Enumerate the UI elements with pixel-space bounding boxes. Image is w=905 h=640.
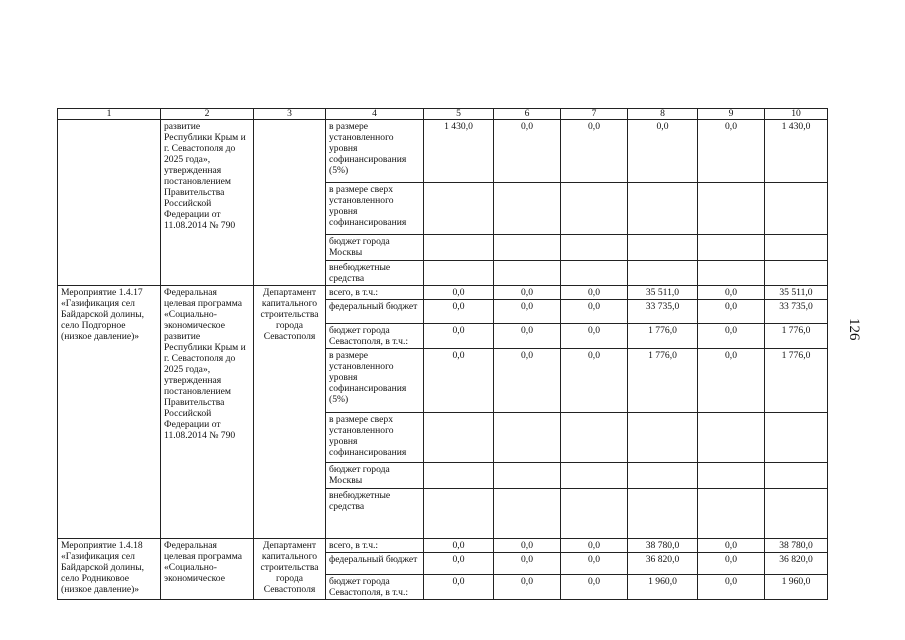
value-cell <box>561 463 628 489</box>
value-cell <box>424 463 494 489</box>
column-number-row <box>58 109 828 120</box>
measure-name-cell: Мероприятие 1.4.18 «Газификация сел Байдарской долины, село Родниковое (низкое давление)» <box>58 539 161 600</box>
value-cell <box>765 235 828 261</box>
value-cell: 38 780,0 <box>765 539 828 553</box>
col-header: 9 <box>698 109 765 120</box>
value-cell: 0,0 <box>561 575 628 600</box>
value-cell: 0,0 <box>494 539 561 553</box>
value-cell <box>765 261 828 286</box>
value-cell <box>765 413 828 463</box>
col-header: 2 <box>161 109 254 120</box>
value-cell <box>561 183 628 235</box>
value-cell: 0,0 <box>698 324 765 349</box>
value-cell <box>561 261 628 286</box>
table-row <box>58 120 828 183</box>
value-cell: 0,0 <box>698 575 765 600</box>
table-row <box>58 286 828 300</box>
value-cell: 1 776,0 <box>765 349 828 413</box>
executor-cell <box>254 120 326 286</box>
col-header: 6 <box>494 109 561 120</box>
value-cell <box>561 489 628 539</box>
program-cell: развитие Республики Крым и г. Севастополя до 2025 года», утвержденная постановлением Правительства Российской Федерации от 11.08.2014 № 790 <box>161 120 254 286</box>
value-cell: 0,0 <box>561 349 628 413</box>
col-header: 1 <box>58 109 161 120</box>
value-cell: 33 735,0 <box>628 300 698 324</box>
source-label: в размере сверх установленного уровня софинансирования <box>326 413 424 463</box>
value-cell: 1 430,0 <box>424 120 494 183</box>
value-cell <box>628 489 698 539</box>
value-cell <box>561 235 628 261</box>
measure-name-cell: Мероприятие 1.4.17 «Газификация сел Байдарской долины, село Подгорное (низкое давление)» <box>58 286 161 539</box>
value-cell: 1 430,0 <box>765 120 828 183</box>
value-cell: 0,0 <box>494 324 561 349</box>
source-label: внебюджетные средства <box>326 489 424 539</box>
value-cell <box>765 463 828 489</box>
value-cell <box>424 183 494 235</box>
value-cell <box>424 261 494 286</box>
value-cell <box>494 489 561 539</box>
value-cell: 0,0 <box>561 120 628 183</box>
value-cell: 0,0 <box>494 575 561 600</box>
value-cell <box>494 463 561 489</box>
source-label: всего, в т.ч.: <box>326 286 424 300</box>
value-cell: 0,0 <box>698 286 765 300</box>
value-cell: 0,0 <box>561 300 628 324</box>
value-cell: 1 960,0 <box>628 575 698 600</box>
value-cell: 36 820,0 <box>765 553 828 575</box>
value-cell: 0,0 <box>494 349 561 413</box>
source-label: бюджет города Москвы <box>326 463 424 489</box>
value-cell <box>698 413 765 463</box>
value-cell <box>628 261 698 286</box>
source-label: внебюджетные средства <box>326 261 424 286</box>
value-cell <box>765 183 828 235</box>
source-label: бюджет города Севастополя, в т.ч.: <box>326 324 424 349</box>
col-header: 8 <box>628 109 698 120</box>
col-header: 4 <box>326 109 424 120</box>
value-cell: 0,0 <box>424 300 494 324</box>
table-row <box>58 539 828 553</box>
value-cell <box>424 235 494 261</box>
value-cell: 36 820,0 <box>628 553 698 575</box>
value-cell: 1 776,0 <box>765 324 828 349</box>
program-cell: Федеральная целевая программа «Социально-экономическое развитие Республики Крым и г. Севастополя до 2025 года», утвержденная постановлением Правительства Российской Федерации от 11.08.2014 № 790 <box>161 286 254 539</box>
source-label: бюджет города Москвы <box>326 235 424 261</box>
value-cell: 0,0 <box>424 286 494 300</box>
measure-name-cell <box>58 120 161 286</box>
value-cell <box>698 183 765 235</box>
value-cell: 0,0 <box>698 553 765 575</box>
value-cell <box>424 413 494 463</box>
value-cell: 0,0 <box>561 553 628 575</box>
value-cell <box>424 489 494 539</box>
value-cell <box>698 463 765 489</box>
value-cell <box>628 463 698 489</box>
value-cell <box>628 413 698 463</box>
value-cell: 1 960,0 <box>765 575 828 600</box>
value-cell <box>698 261 765 286</box>
value-cell: 35 511,0 <box>765 286 828 300</box>
value-cell: 0,0 <box>494 300 561 324</box>
col-header: 7 <box>561 109 628 120</box>
value-cell: 0,0 <box>628 120 698 183</box>
value-cell <box>765 489 828 539</box>
value-cell: 38 780,0 <box>628 539 698 553</box>
value-cell: 0,0 <box>561 539 628 553</box>
value-cell: 33 735,0 <box>765 300 828 324</box>
value-cell: 0,0 <box>424 539 494 553</box>
financing-table <box>57 108 828 600</box>
value-cell: 0,0 <box>494 286 561 300</box>
value-cell <box>494 183 561 235</box>
value-cell: 35 511,0 <box>628 286 698 300</box>
value-cell: 1 776,0 <box>628 349 698 413</box>
source-label: федеральный бюджет <box>326 300 424 324</box>
source-label: в размере сверх установленного уровня софинансирования <box>326 183 424 235</box>
value-cell: 0,0 <box>698 349 765 413</box>
value-cell: 0,0 <box>424 349 494 413</box>
executor-cell: Департамент капитального строительства города Севастополя <box>254 539 326 600</box>
value-cell <box>628 183 698 235</box>
value-cell: 0,0 <box>561 324 628 349</box>
source-label: бюджет города Севастополя, в т.ч.: <box>326 575 424 600</box>
source-label: всего, в т.ч.: <box>326 539 424 553</box>
value-cell <box>494 261 561 286</box>
value-cell: 0,0 <box>698 539 765 553</box>
source-label: в размере установленного уровня софинансирования (5%) <box>326 120 424 183</box>
source-label: федеральный бюджет <box>326 553 424 575</box>
value-cell: 0,0 <box>424 575 494 600</box>
value-cell: 0,0 <box>424 553 494 575</box>
col-header: 5 <box>424 109 494 120</box>
value-cell <box>698 235 765 261</box>
value-cell <box>628 235 698 261</box>
value-cell: 0,0 <box>561 286 628 300</box>
executor-cell: Департамент капитального строительства города Севастополя <box>254 286 326 539</box>
col-header: 10 <box>765 109 828 120</box>
col-header: 3 <box>254 109 326 120</box>
value-cell <box>494 235 561 261</box>
value-cell <box>698 489 765 539</box>
value-cell: 0,0 <box>494 553 561 575</box>
program-cell: Федеральная целевая программа «Социально-экономическое <box>161 539 254 600</box>
value-cell: 0,0 <box>698 120 765 183</box>
value-cell: 0,0 <box>424 324 494 349</box>
value-cell <box>561 413 628 463</box>
page-number: 126 <box>846 318 862 341</box>
value-cell: 0,0 <box>698 300 765 324</box>
value-cell <box>494 413 561 463</box>
value-cell: 0,0 <box>494 120 561 183</box>
value-cell: 1 776,0 <box>628 324 698 349</box>
source-label: в размере установленного уровня софинансирования (5%) <box>326 349 424 413</box>
